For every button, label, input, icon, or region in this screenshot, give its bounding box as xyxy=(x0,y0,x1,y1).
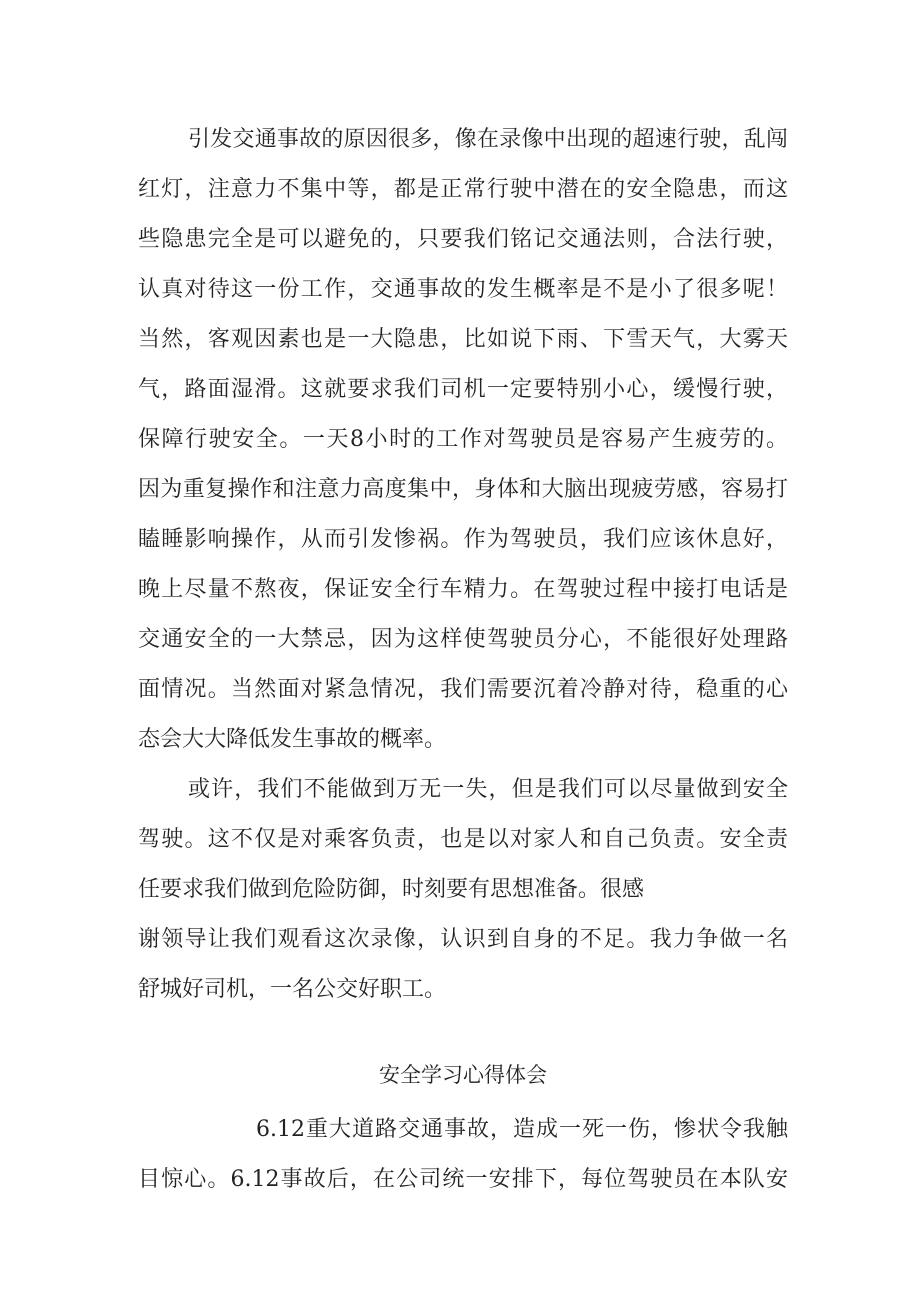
paragraph-1-line-13: 态会大大降低发生事故的概率。 xyxy=(138,727,447,752)
paragraph-2-line-5: 舒城好司机，一名公交好职工。 xyxy=(138,977,447,1002)
paragraph-2-line-2: 驾驶。这不仅是对乘客负责，也是以对家人和自己负责。安全责 xyxy=(138,827,788,852)
paragraph-1-line-12: 面情况。当然面对紧急情况，我们需要沉着冷静对待，稳重的心 xyxy=(138,677,788,702)
paragraph-1-line-6: 气，路面湿滑。这就要求我们司机一定要特别小心，缓慢行驶， xyxy=(138,377,788,402)
paragraph-1-line-3: 些隐患完全是可以避免的，只要我们铭记交通法则，合法行驶， xyxy=(138,227,788,252)
paragraph-1-line-9: 瞌睡影响操作，从而引发惨祸。作为驾驶员，我们应该休息好， xyxy=(138,527,788,552)
paragraph-2-line-3: 任要求我们做到危险防御，时刻要有思想准备。很感 xyxy=(138,877,645,902)
paragraph-1-line-4: 认真对待这一份工作，交通事故的发生概率是不是小了很多呢！ xyxy=(138,277,788,302)
paragraph-1-line-7: 保障行驶安全。一天8小时的工作对驾驶员是容易产生疲劳的。 xyxy=(138,427,788,452)
paragraph-1-line-5: 当然，客观因素也是一大隐患，比如说下雨、下雪天气，大雾天 xyxy=(138,327,788,352)
paragraph-1-line-10: 晚上尽量不熬夜，保证安全行车精力。在驾驶过程中接打电话是 xyxy=(138,577,788,602)
paragraph-2-line-1: 或许，我们不能做到万无一失，但是我们可以尽量做到安全 xyxy=(188,777,788,802)
paragraph-1-line-11: 交通安全的一大禁忌，因为这样使驾驶员分心，不能很好处理路 xyxy=(138,627,788,652)
paragraph-3-line-2: 目惊心。6.12事故后，在公司统一安排下，每位驾驶员在本队安 xyxy=(138,1167,788,1192)
paragraph-1-line-1: 引发交通事故的原因很多，像在录像中出现的超速行驶，乱闯 xyxy=(188,127,788,152)
paragraph-3-line-1: 6.12重大道路交通事故，造成一死一伤，惨状令我触 xyxy=(256,1117,788,1142)
paragraph-1-line-2: 红灯，注意力不集中等，都是正常行驶中潜在的安全隐患，而这 xyxy=(138,177,788,202)
section-title: 安全学习心得体会 xyxy=(379,1063,547,1087)
paragraph-2-line-4: 谢领导让我们观看这次录像，认识到自身的不足。我力争做一名 xyxy=(138,927,788,952)
paragraph-1-line-8: 因为重复操作和注意力高度集中，身体和大脑出现疲劳感，容易打 xyxy=(138,477,788,502)
